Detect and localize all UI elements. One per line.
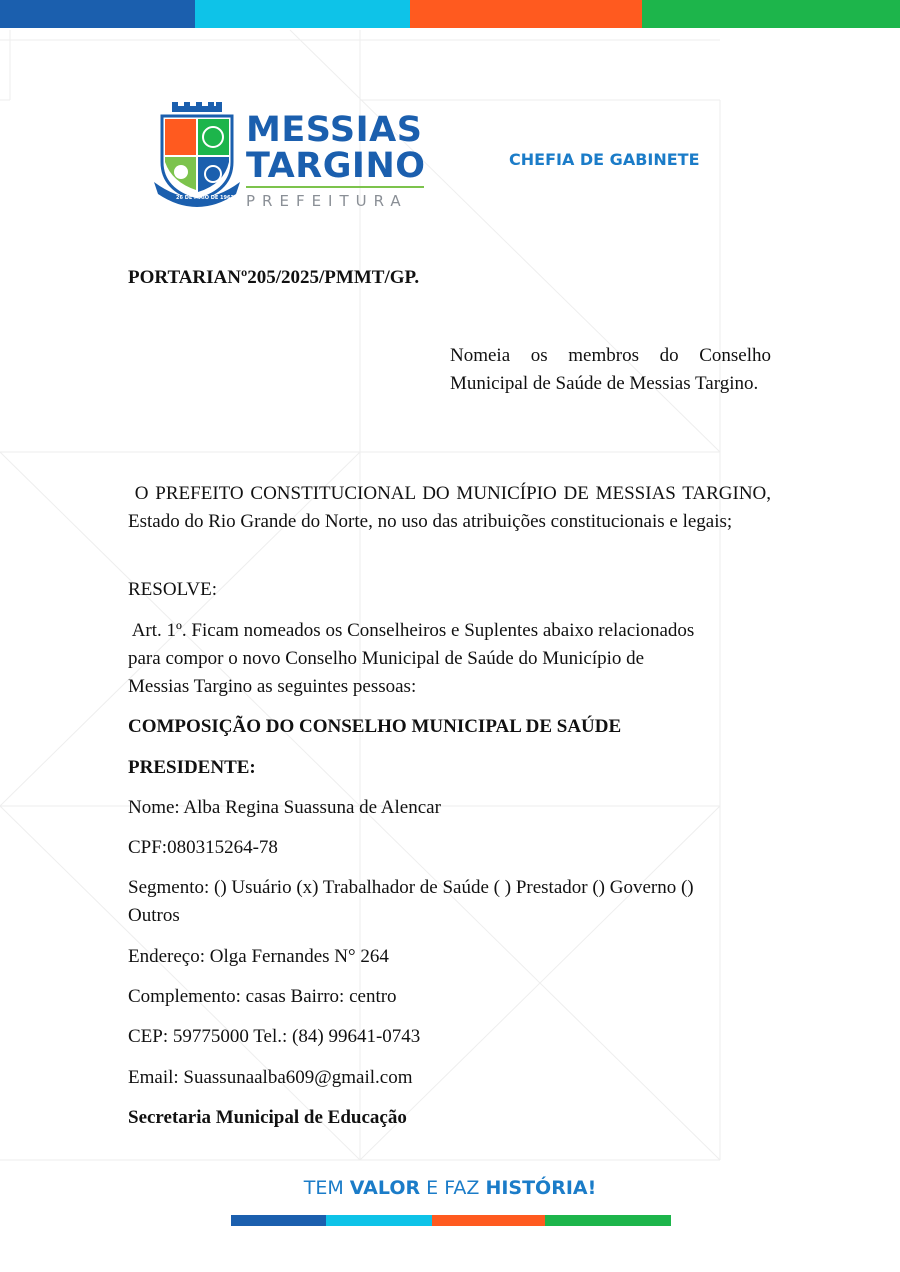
section-heading: Secretaria Municipal de Educação — [128, 1107, 407, 1128]
brand-divider — [246, 186, 424, 188]
member-segment-line-2: Outros — [128, 905, 180, 926]
footer-slogan — [0, 1177, 900, 1199]
slogan-part-3: E FAZ — [420, 1177, 486, 1199]
bottom-bar-cyan — [326, 1215, 432, 1226]
brand-wordmark — [246, 112, 426, 210]
member-segment-line-1: Segmento: () Usuário (x) Trabalhador de Saúde ( ) Prestador () Governo () — [128, 877, 694, 898]
member-cep-phone: CEP: 59775000 Tel.: (84) 99641-0743 — [128, 1026, 421, 1047]
article-1-line-1: Art. 1º. Ficam nomeados os Conselheiros e Suplentes abaixo relacionados — [128, 620, 695, 641]
member-email: Email: Suassunaalba609@gmail.com — [128, 1067, 413, 1088]
brand-subtitle: PREFEITURA — [246, 192, 408, 210]
document-summary: Nomeia os membros do Conselho Municipal de Saúde de Messias Targino. — [450, 345, 771, 394]
department-title: CHEFIA DE GABINETE — [509, 150, 700, 169]
slogan-part-4: HISTÓRIA! — [485, 1177, 597, 1199]
slogan-part-2: VALOR — [349, 1177, 421, 1199]
article-1-line-2: para compor o novo Conselho Municipal de Saúde do Município de — [128, 648, 645, 669]
brand-line-1: MESSIAS — [246, 110, 423, 150]
member-address: Endereço: Olga Fernandes N° 264 — [128, 946, 389, 967]
slogan-part-1: TEM — [303, 1177, 350, 1199]
president-heading: PRESIDENTE: — [128, 757, 256, 778]
bottom-bar-green — [545, 1215, 671, 1226]
brand-line-2: TARGINO — [246, 146, 426, 186]
bottom-bar-blue — [231, 1215, 326, 1226]
member-complement: Complemento: casas Bairro: centro — [128, 986, 397, 1007]
composition-heading: COMPOSIÇÃO DO CONSELHO MUNICIPAL DE SAÚDE — [128, 716, 622, 737]
bottom-color-bar — [231, 1215, 671, 1226]
resolve-label: RESOLVE: — [128, 579, 218, 600]
preamble-paragraph: O PREFEITO CONSTITUCIONAL DO MUNICÍPIO DE MESSIAS TARGINO, Estado do Rio Grande do Norte, no uso das atribuições constitucionais e legais; — [128, 483, 776, 532]
document-title: PORTARIANº205/2025/PMMT/GP. — [128, 267, 420, 288]
article-1-line-3: Messias Targino as seguintes pessoas: — [128, 676, 417, 697]
seal-ribbon-text: 26 DE MAIO DE 1963 — [176, 195, 234, 201]
bottom-bar-orange — [432, 1215, 545, 1226]
member-name: Nome: Alba Regina Suassuna de Alencar — [128, 797, 441, 818]
member-cpf: CPF:080315264-78 — [128, 837, 278, 858]
